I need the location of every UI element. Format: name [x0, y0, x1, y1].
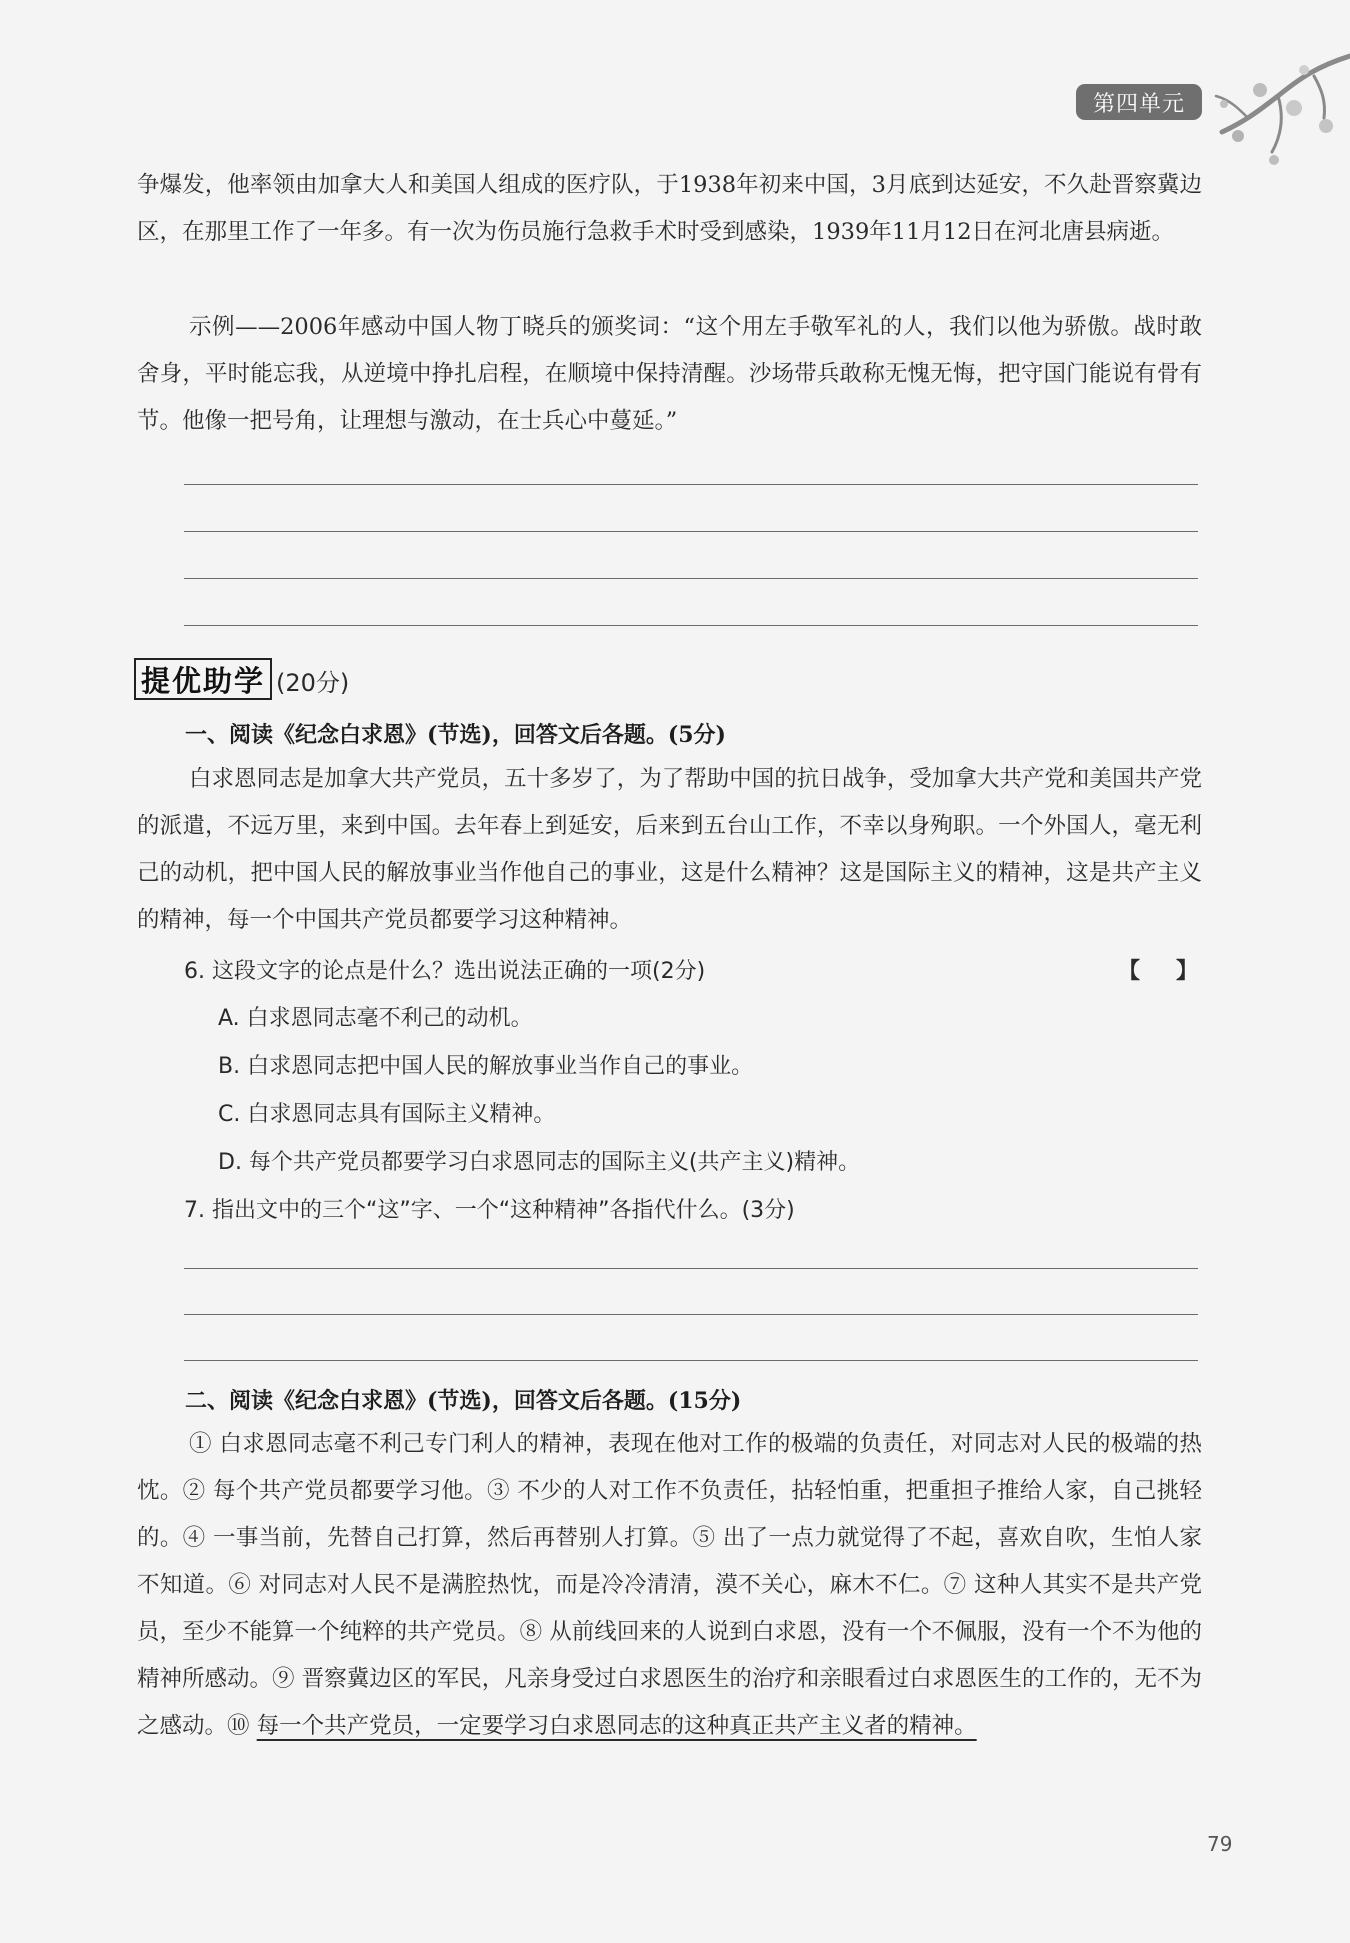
answer-line: [184, 625, 1198, 626]
question-7: 7. 指出文中的三个“这”字、一个“这种精神”各指代什么。(3分): [184, 1198, 795, 1223]
question-6: 6. 这段文字的论点是什么？选出说法正确的一项(2分): [184, 959, 706, 984]
bracket-close: 】: [1175, 959, 1198, 984]
bracket-open: 【: [1118, 959, 1141, 984]
part2-passage-text: ① 白求恩同志毫不利己专门利人的精神，表现在他对工作的极端的负责任，对同志对人民的极端的热忱。② 每个共产党员都要学习他。③ 不少的人对工作不负责任，拈轻怕重，把重担子推给人家，自己挑轻的。④ 一事当前，先替自己打算，然后再替别人打算。⑤ 出了一点力就觉得了不起，喜欢自吹，生怕人家不知道。⑥ 对同志对人民不是满腔热忱，而是冷冷清清，漠不关心，麻木不仁。⑦ 这种人其实不是共产党员，至少不能算一个纯粹的共产党员。⑧ 从前线回来的人说到白求恩，没有一个不佩服，没有一个不为他的精神所感动。⑨ 晋察冀边区的军民，凡亲身受过白求恩医生的治疗和亲眼看过白求恩医生的工作的，无不为之感动。⑩: [137, 1431, 1202, 1739]
answer-bracket[interactable]: [1118, 954, 1198, 985]
answer-line: [184, 1314, 1198, 1315]
intro-paragraph-continued: 争爆发，他率领由加拿大人和美国人组成的医疗队，于1938年初来中国，3月底到达延安，不久赴晋察冀边区，在那里工作了一年多。有一次为伤员施行急救手术时受到感染，1939年11月12日在河北唐县病逝。: [137, 172, 1202, 245]
answer-line: [184, 1360, 1198, 1361]
plum-branch-icon: [1208, 48, 1350, 176]
unit-badge: 第四单元: [1076, 84, 1202, 120]
section-score: (20分): [276, 669, 350, 697]
option-c: C. 白求恩同志具有国际主义精神。: [218, 1102, 556, 1127]
option-b: B. 白求恩同志把中国人民的解放事业当作自己的事业。: [218, 1054, 754, 1079]
answer-line: [184, 484, 1198, 485]
part2-title: 二、阅读《纪念白求恩》(节选)，回答文后各题。(15分): [185, 1388, 742, 1414]
part1-title: 一、阅读《纪念白求恩》(节选)，回答文后各题。(5分): [185, 722, 726, 748]
answer-line: [184, 1268, 1198, 1269]
option-a: A. 白求恩同志毫不利己的动机。: [218, 1006, 533, 1031]
section-title: 提优助学: [134, 658, 272, 700]
part1-passage: 白求恩同志是加拿大共产党员，五十多岁了，为了帮助中国的抗日战争，受加拿大共产党和美国共产党的派遣，不远万里，来到中国。去年春上到延安，后来到五台山工作，不幸以身殉职。一个外国人，毫无利己的动机，把中国人民的解放事业当作他自己的事业，这是什么精神？这是国际主义的精神，这是共产主义的精神，每一个中国共产党员都要学习这种精神。: [137, 766, 1202, 933]
option-d: D. 每个共产党员都要学习白求恩同志的国际主义(共产主义)精神。: [218, 1150, 861, 1175]
part2-passage: [137, 1421, 1202, 1750]
answer-line: [184, 578, 1198, 579]
intro-example-paragraph: 示例——2006年感动中国人物丁晓兵的颁奖词：“这个用左手敬军礼的人，我们以他为骄傲。战时敢舍身，平时能忘我，从逆境中挣扎启程，在顺境中保持清醒。沙场带兵敢称无愧无悔，把守国门能说有骨有节。他像一把号角，让理想与激动，在士兵心中蔓延。”: [137, 314, 1202, 434]
page-number: 79: [1207, 1832, 1233, 1856]
section-heading: [134, 650, 349, 700]
answer-line: [184, 531, 1198, 532]
underlined-sentence: 每一个共产党员，一定要学习白求恩同志的这种真正共产主义者的精神。: [256, 1713, 977, 1739]
